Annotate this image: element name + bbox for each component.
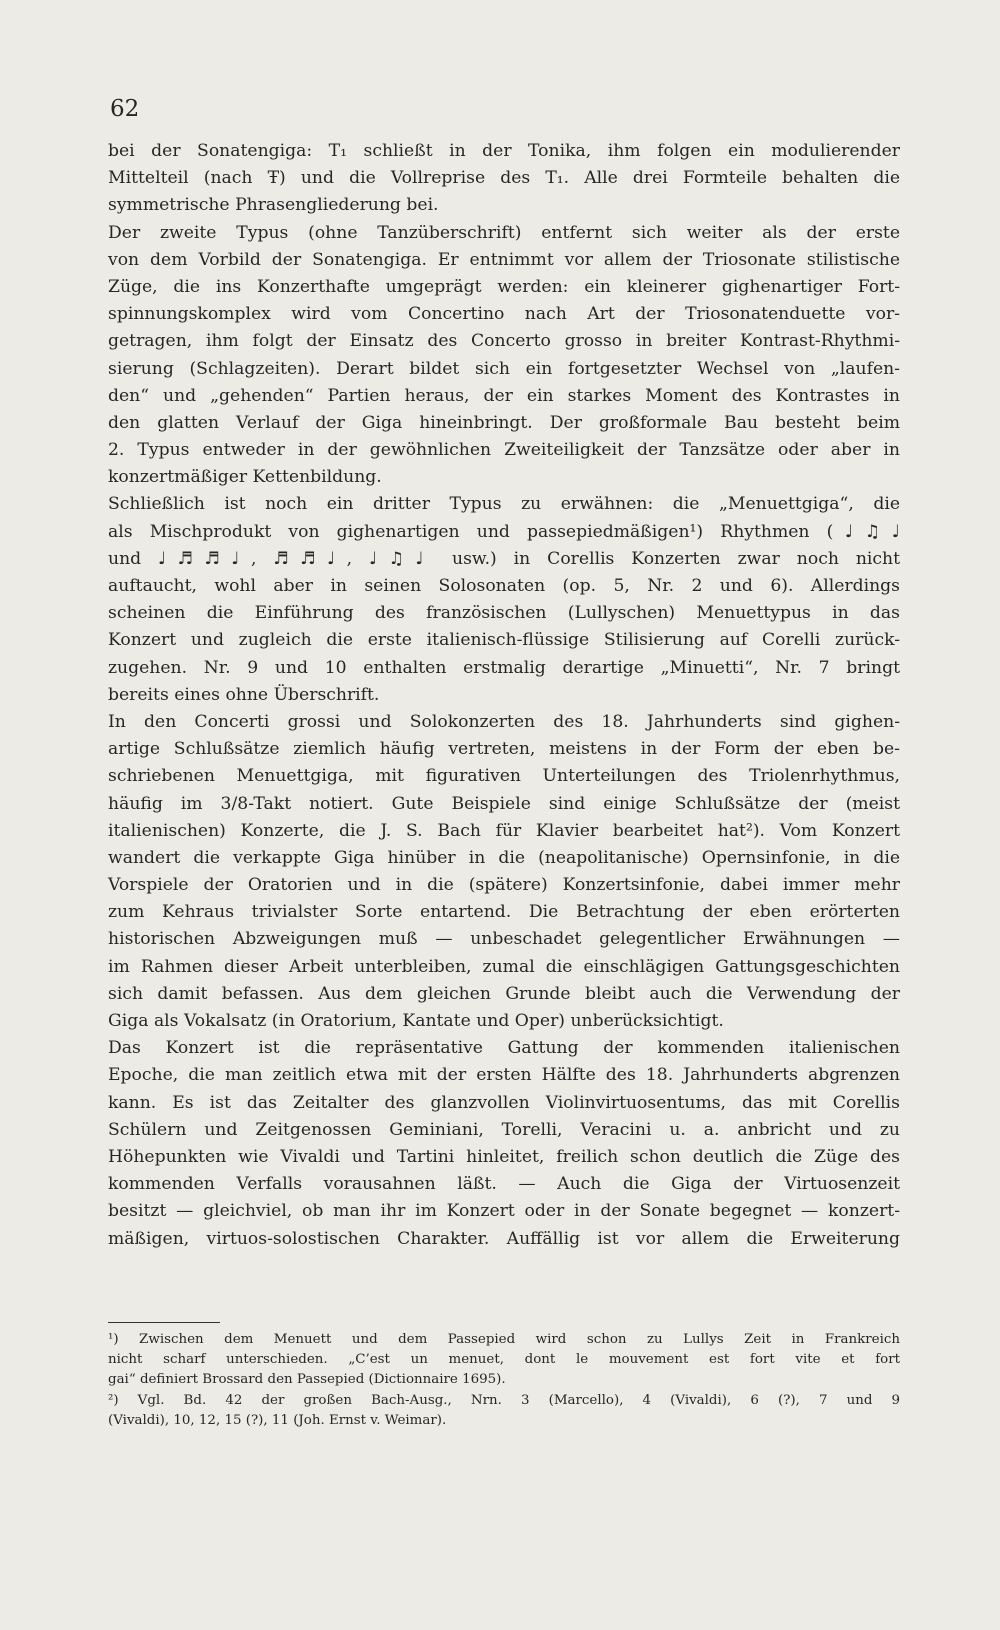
text-line: Schließlich ist noch ein dritter Typus zu erwähnen: die „Menuettgiga“, die [108, 494, 900, 515]
text-line: den“ und „gehenden“ Partien heraus, der ein starkes Moment des Kontrastes in [108, 385, 900, 406]
text-line: symmetrische Phrasengliederung bei. [108, 195, 439, 216]
text-line: als Mischprodukt von gighenartigen und passepiedmäßigen¹) Rhythmen (♩♫♩ [108, 521, 900, 542]
text-line: historischen Abzweigungen muß — unbeschadet gelegentlicher Erwähnungen — [108, 929, 900, 950]
text-line: bei der Sonatengiga: T₁ schließt in der Tonika, ihm folgen ein modulierender [108, 141, 900, 161]
text-line: wandert die verkappte Giga hinüber in die (neapolitanische) Opernsinfonie, in die [108, 847, 900, 868]
text-line: konzertmäßiger Kettenbildung. [108, 467, 382, 488]
text-line: sierung (Schlagzeiten). Derart bildet sich ein fortgesetzter Wechsel von „laufen- [108, 358, 900, 379]
text-line: auftaucht, wohl aber in seinen Solosonaten (op. 5, Nr. 2 und 6). Allerdings [108, 576, 900, 596]
text-line: Giga als Vokalsatz (in Oratorium, Kantate und Oper) unberücksichtigt. [108, 1011, 724, 1031]
main-text [108, 138, 900, 1253]
text-line: den glatten Verlauf der Giga hineinbringt. Der großformale Bau besteht beim [108, 412, 900, 433]
text-line: Mittelteil (nach Ŧ) und die Vollreprise des T₁. Alle drei Formteile behalten die [108, 168, 900, 189]
text-line: kommenden Verfalls vorausahnen läßt. — Auch die Giga der Virtuosenzeit [108, 1174, 900, 1195]
footnote-line: nicht scharf unterschieden. „C’est un menuet, dont le mouvement est fort vite et fort [108, 1352, 900, 1368]
page-number: 62 [110, 96, 140, 122]
text-line: Züge, die ins Konzerthafte umgeprägt werden: ein kleinerer gighenartiger Fort- [108, 276, 900, 297]
text-line: im Rahmen dieser Arbeit unterbleiben, zumal die einschlägigen Gattungsgeschichten [108, 956, 900, 977]
text-line: Vorspiele der Oratorien und in die (spätere) Konzertsinfonie, dabei immer mehr [108, 875, 900, 896]
text-line: Das Konzert ist die repräsentative Gattung der kommenden italienischen [108, 1038, 900, 1059]
text-line: italienischen) Konzerte, die J. S. Bach für Klavier bearbeitet hat²). Vom Konzert [108, 820, 900, 841]
text-line: sich damit befassen. Aus dem gleichen Grunde bleibt auch die Verwendung der [108, 983, 900, 1004]
text-line: Der zweite Typus (ohne Tanzüberschrift) entfernt sich weiter als der erste [108, 222, 900, 243]
text-line: getragen, ihm folgt der Einsatz des Concerto grosso in breiter Kontrast-Rhythmi- [108, 331, 900, 352]
footnote-line: ¹) Zwischen dem Menuett und dem Passepied wird schon zu Lullys Zeit in Frankreich [108, 1332, 900, 1347]
text-line: spinnungskomplex wird vom Concertino nach Art der Triosonatenduette vor- [108, 304, 900, 325]
footnote-divider [108, 1322, 220, 1323]
text-line: scheinen die Einführung des französischen (Lullyschen) Menuettypus in das [108, 603, 900, 624]
text-line: Höhepunkten wie Vivaldi und Tartini hinleitet, freilich schon deutlich die Züge des [108, 1146, 900, 1167]
text-line: schriebenen Menuettgiga, mit figurativen Unterteilungen des Triolenrhythmus, [108, 766, 900, 787]
footnote-line: gai“ definiert Brossard den Passepied (Dictionnaire 1695). [108, 1372, 506, 1388]
text-line: Konzert und zugleich die erste italienisch-flüssige Stilisierung auf Corelli zurück- [108, 630, 900, 651]
text-line: kann. Es ist das Zeitalter des glanzvollen Violinvirtuosentums, das mit Corellis [108, 1092, 900, 1113]
text-line: Schülern und Zeitgenossen Geminiani, Torelli, Veracini u. a. anbricht und zu [108, 1119, 900, 1140]
footnote-line: ²) Vgl. Bd. 42 der großen Bach-Ausg., Nrn. 3 (Marcello), 4 (Vivaldi), 6 (?), 7 und 9 [108, 1392, 900, 1408]
text-line: In den Concerti grossi und Solokonzerten des 18. Jahrhunderts sind gighen- [108, 711, 900, 732]
text-line: von dem Vorbild der Sonatengiga. Er entnimmt vor allem der Triosonate stilistische [108, 249, 900, 270]
text-line: artige Schlußsätze ziemlich häufig vertreten, meistens in der Form der eben be- [108, 739, 900, 760]
text-line: besitzt — gleichviel, ob man ihr im Konzert oder in der Sonate begegnet — konzert- [108, 1201, 900, 1222]
text-line: zum Kehraus trivialster Sorte entartend. Die Betrachtung der eben erörterten [108, 902, 900, 923]
text-line: häufig im 3/8-Takt notiert. Gute Beispiele sind einige Schlußsätze der (meist [108, 793, 900, 814]
text-line: Epoche, die man zeitlich etwa mit der ersten Hälfte des 18. Jahrhunderts abgrenzen [108, 1065, 900, 1086]
text-line: mäßigen, virtuos-solostischen Charakter. Auffällig ist vor allem die Erweiterung [108, 1228, 900, 1249]
text-line: zugehen. Nr. 9 und 10 enthalten erstmalig derartige „Minuetti“, Nr. 7 bringt [108, 657, 900, 678]
text-line: 2. Typus entweder in der gewöhnlichen Zweiteiligkeit der Tanzsätze oder aber in [108, 440, 900, 461]
footnote-line: (Vivaldi), 10, 12, 15 (?), 11 (Joh. Ernst v. Weimar). [108, 1412, 447, 1428]
footnotes [108, 1330, 900, 1431]
text-line: bereits eines ohne Überschrift. [108, 684, 380, 705]
text-line: und ♩♬♬♩, ♬♬♩, ♩♫♩ usw.) in Corellis Konzerten zwar noch nicht [108, 548, 900, 569]
